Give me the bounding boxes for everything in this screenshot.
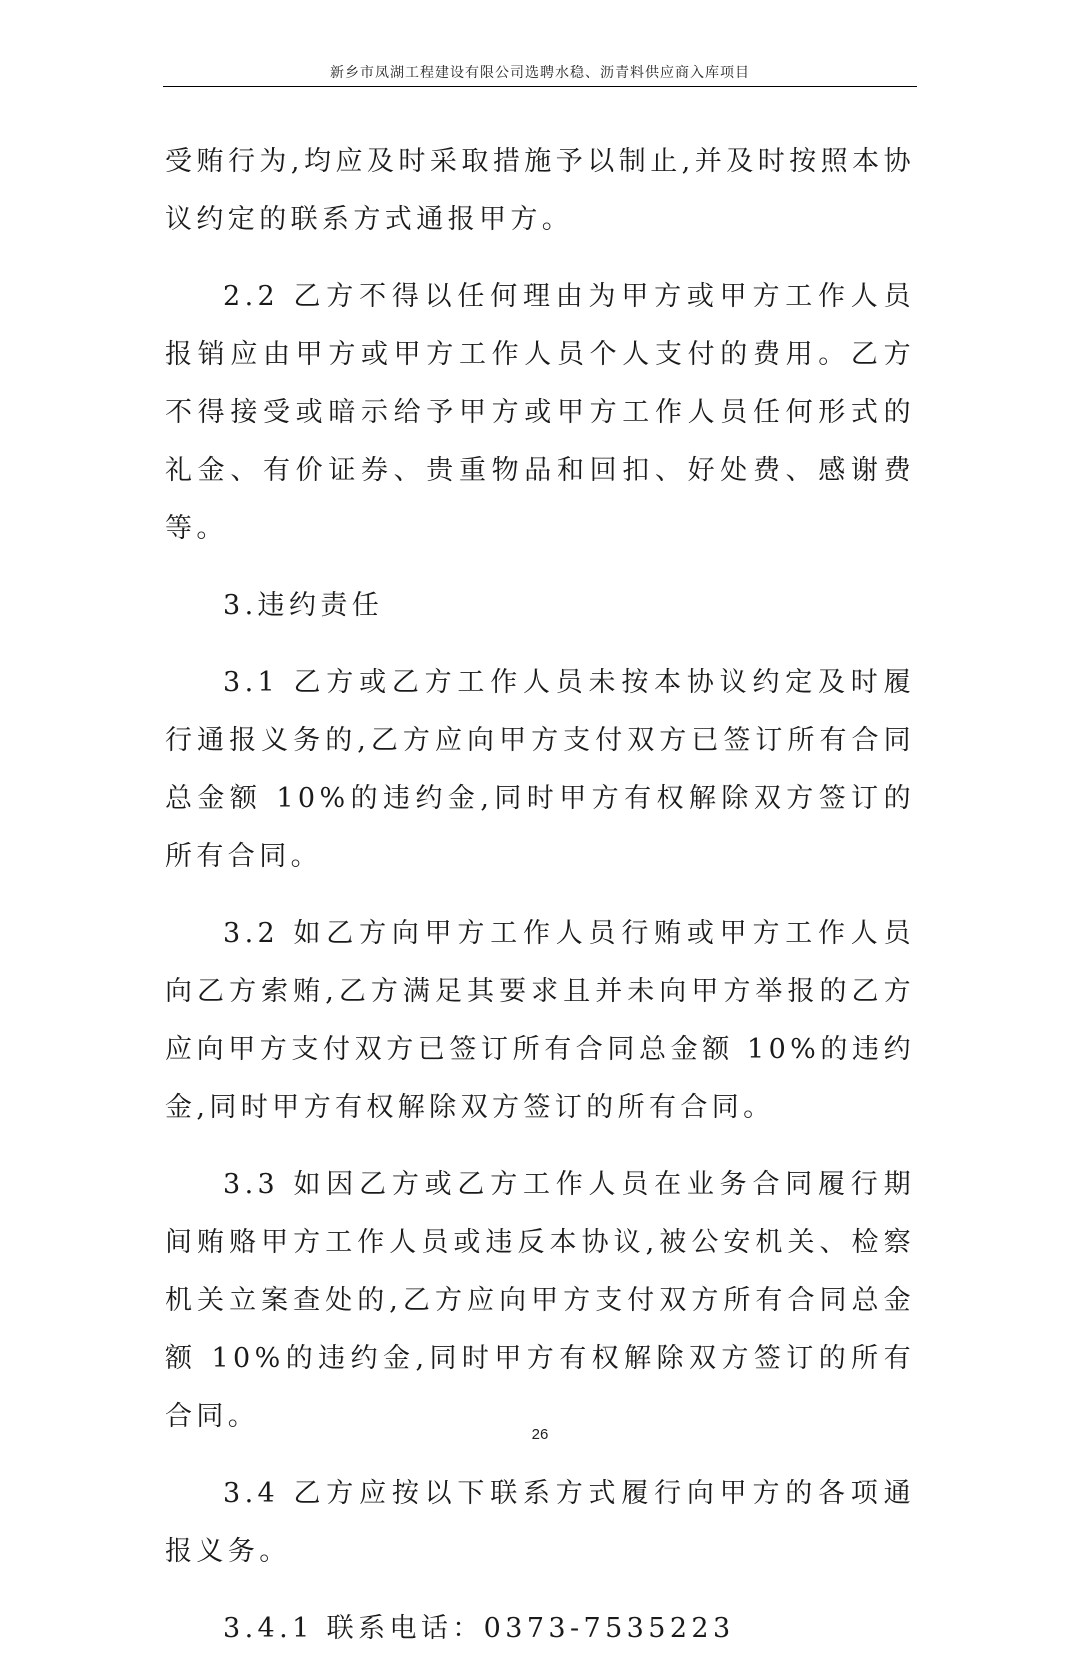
page-header: 新乡市凤湖工程建设有限公司选聘水稳、沥青料供应商入库项目 [330,65,750,81]
header-rule [163,86,917,87]
document-body [165,133,915,1677]
paragraph-3-3: 3.3 如因乙方或乙方工作人员在业务合同履行期间贿赂甲方工作人员或违反本协议,被公安机关、检察机关立案查处的,乙方应向甲方支付双方所有合同总金额 10%的违约金,同时甲方有权解除双方签订的所有合同。 [165,1169,915,1432]
page-number: 26 [531,1426,549,1443]
paragraph-3-4: 3.4 乙方应按以下联系方式履行向甲方的各项通报义务。 [165,1478,915,1567]
paragraph-2-2: 2.2 乙方不得以任何理由为甲方或甲方工作人员报销应由甲方或甲方工作人员个人支付的费用。乙方不得接受或暗示给予甲方或甲方工作人员任何形式的礼金、有价证券、贵重物品和回扣、好处费、感谢费等。 [165,281,915,544]
paragraph-continuation: 受贿行为,均应及时采取措施予以制止,并及时按照本协议约定的联系方式通报甲方。 [165,146,915,235]
paragraph-3-2: 3.2 如乙方向甲方工作人员行贿或甲方工作人员向乙方索贿,乙方满足其要求且并未向甲方举报的乙方应向甲方支付双方已签订所有合同总金额 10%的违约金,同时甲方有权解除双方签订的所有合同。 [165,918,915,1123]
section-heading-breach: 3.违约责任 [223,590,384,621]
paragraph-3-4-1-phone: 3.4.1 联系电话：0373-7535223 [223,1613,735,1644]
paragraph-3-1: 3.1 乙方或乙方工作人员未按本协议约定及时履行通报义务的,乙方应向甲方支付双方已签订所有合同总金额 10%的违约金,同时甲方有权解除双方签订的所有合同。 [165,667,915,872]
